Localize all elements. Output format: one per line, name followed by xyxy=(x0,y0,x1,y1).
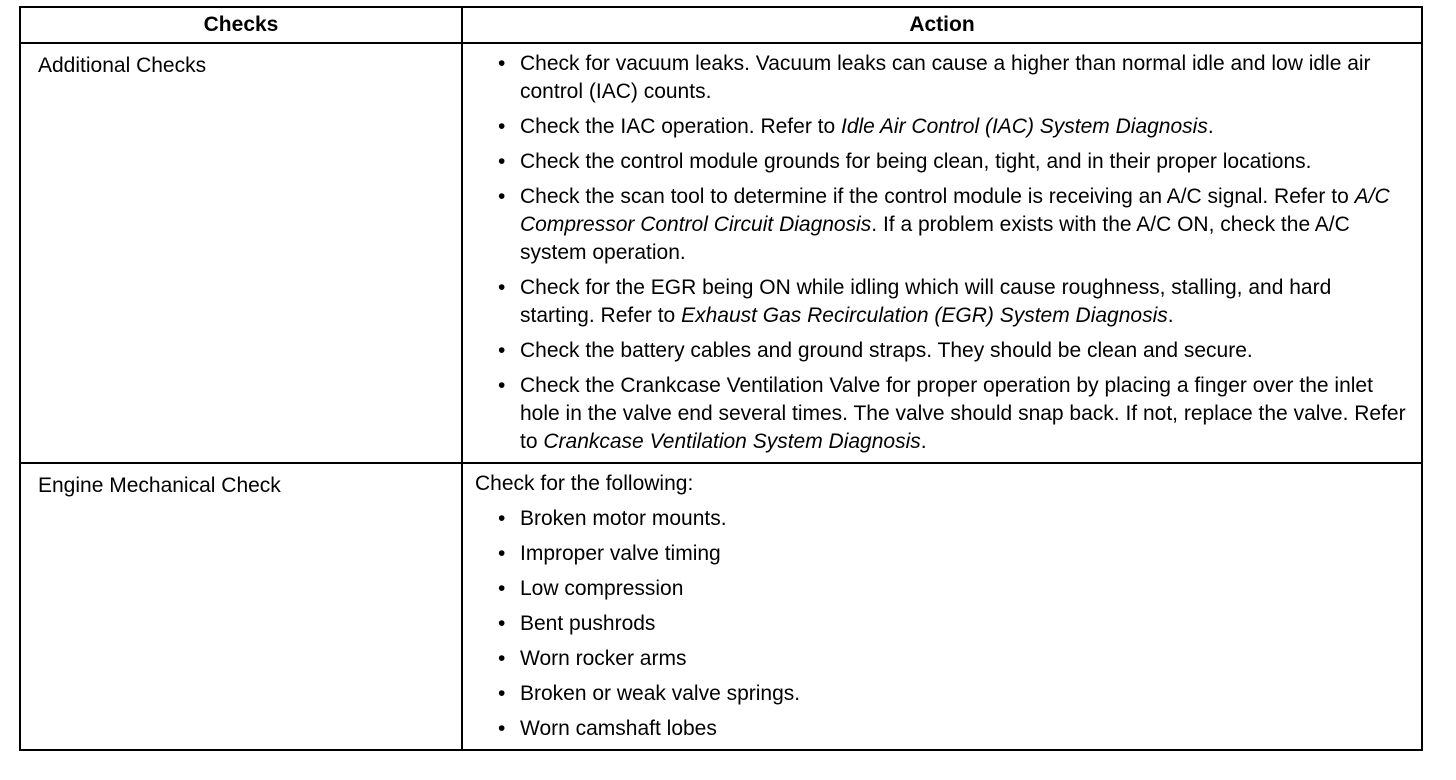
action-list xyxy=(475,505,1409,743)
action-cell xyxy=(462,43,1422,463)
checks-table xyxy=(19,6,1423,751)
bullet-icon: • xyxy=(498,682,506,705)
check-name: Engine Mechanical Check xyxy=(20,463,462,750)
list-item: • Broken or weak valve springs. xyxy=(475,680,1409,708)
list-item: • Check for vacuum leaks. Vacuum leaks can cause a higher than normal idle and low idle air control (IAC) counts. xyxy=(498,52,1371,103)
action-intro: Check for the following: xyxy=(475,472,694,495)
reference-link: Crankcase Ventilation System Diagnosis xyxy=(543,430,921,453)
list-item: • Check the control module grounds for being clean, tight, and in their proper locations. xyxy=(475,148,1409,176)
bullet-icon: • xyxy=(498,647,506,670)
action-list xyxy=(475,50,1409,456)
list-item: • Broken motor mounts. xyxy=(475,505,1409,533)
table-row xyxy=(20,43,1422,463)
list-item: • Worn camshaft lobes xyxy=(475,715,1409,743)
list-item: • Check the battery cables and ground straps. They should be clean and secure. xyxy=(475,337,1409,365)
bullet-icon: • xyxy=(498,339,506,362)
header-action: Action xyxy=(462,7,1422,43)
list-item: • Bent pushrods xyxy=(475,610,1409,638)
check-name: Additional Checks xyxy=(20,43,462,463)
list-item: • Check the scan tool to determine if the control module is receiving an A/C signal. Refer to A/C Compressor Control Circuit Diagnosis. If a problem exists with the A/C ON, check the A/C system operation. xyxy=(498,185,1390,264)
bullet-icon: • xyxy=(498,542,506,565)
header-checks: Checks xyxy=(20,7,462,43)
bullet-icon: • xyxy=(498,150,506,173)
bullet-icon: • xyxy=(498,717,506,740)
list-item: • Improper valve timing xyxy=(475,540,1409,568)
bullet-icon: • xyxy=(498,612,506,635)
bullet-icon: • xyxy=(498,276,506,299)
bullet-icon: • xyxy=(498,115,506,138)
table-row xyxy=(20,463,1422,750)
list-item: • Check the IAC operation. Refer to Idle Air Control (IAC) System Diagnosis. xyxy=(475,113,1409,141)
bullet-icon: • xyxy=(498,52,506,75)
reference-link: Idle Air Control (IAC) System Diagnosis xyxy=(841,115,1208,138)
list-item: • Low compression xyxy=(475,575,1409,603)
list-item: • Check the Crankcase Ventilation Valve for proper operation by placing a finger over the inlet hole in the valve end several times. The valve should snap back. If not, replace the valve. Refer to Crankcase Ventilation System Diagnosis. xyxy=(498,374,1406,453)
bullet-icon: • xyxy=(498,185,506,208)
reference-link: A/C Compressor Control Circuit Diagnosis xyxy=(520,185,1390,236)
bullet-icon: • xyxy=(498,577,506,600)
bullet-icon: • xyxy=(498,507,506,530)
reference-link: Exhaust Gas Recirculation (EGR) System Diagnosis xyxy=(681,304,1168,327)
list-item: • Check for the EGR being ON while idling which will cause roughness, stalling, and hard starting. Refer to Exhaust Gas Recirculation (EGR) System Diagnosis. xyxy=(498,276,1332,327)
bullet-icon: • xyxy=(498,374,506,397)
header-row xyxy=(20,7,1422,43)
list-item: • Worn rocker arms xyxy=(475,645,1409,673)
action-cell xyxy=(462,463,1422,750)
